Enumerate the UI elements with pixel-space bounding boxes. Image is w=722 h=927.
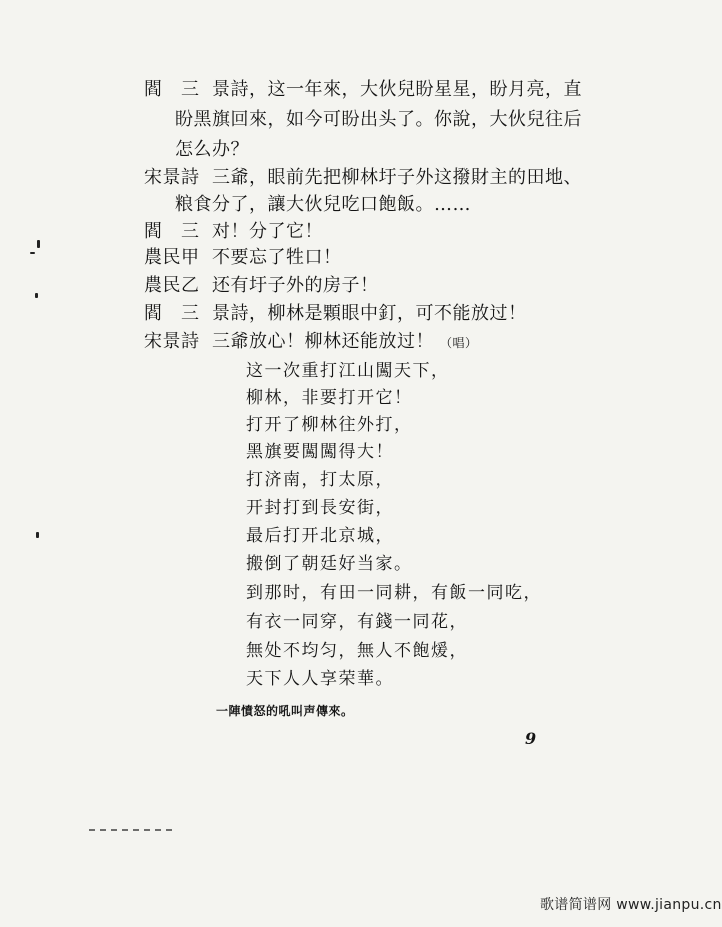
speech-text: 还有圩子外的房子！	[212, 275, 379, 296]
speech-text: 景詩，这一年來，大伙兒盼星星，盼月亮，直	[212, 79, 582, 100]
margin-mark	[35, 293, 38, 298]
song-line: 最后打开北京城，	[246, 526, 394, 546]
speaker-name: 農民乙	[144, 275, 200, 296]
song-line: 無处不均匀，無人不飽煖，	[246, 641, 468, 661]
footer-smudge	[89, 829, 173, 831]
speech-text: 盼黑旗回來，如今可盼出头了。你說，大伙兒往后	[175, 109, 582, 130]
speech-text	[212, 333, 478, 351]
song-line: 开封打到長安街，	[246, 498, 394, 518]
song-line: 打济南，打太原，	[246, 470, 394, 490]
speaker-name: 宋景詩	[144, 331, 200, 352]
speech-text: 怎么办？	[175, 139, 249, 160]
margin-mark	[30, 252, 35, 254]
song-line: 黑旗要闖闖得大！	[246, 442, 394, 462]
speech-text: 景詩，柳林是顆眼中釘，可不能放过！	[212, 303, 527, 324]
speaker-name: 閻 三	[144, 221, 200, 242]
speech-text: 对！分了它！	[212, 221, 323, 242]
song-line: 有衣一同穿，有錢一同花，	[246, 612, 468, 632]
stage-note: （唱）	[440, 336, 478, 350]
song-line: 搬倒了朝廷好当家。	[246, 554, 413, 574]
speaker-name: 宋景詩	[144, 167, 200, 188]
speech-text-content: 三爺放心！柳林还能放过！	[212, 331, 434, 352]
song-line: 天下人人享荣華。	[246, 669, 394, 689]
speaker-name: 農民甲	[144, 247, 200, 268]
song-line: 到那时，有田一同耕，有飯一同吃，	[246, 583, 542, 603]
margin-mark	[37, 240, 40, 248]
margin-mark	[36, 532, 39, 538]
song-line: 这一次重打江山闖天下，	[246, 361, 450, 381]
speech-text: 不要忘了牲口！	[212, 247, 342, 268]
page-number: 9	[525, 729, 537, 748]
song-line: 柳林，非要打开它！	[246, 388, 413, 408]
watermark: 歌谱简谱网 www.jianpu.cn	[540, 897, 722, 913]
speech-text: 粮食分了，讓大伙兒吃口飽飯。……	[175, 194, 471, 215]
speaker-name: 閻 三	[144, 303, 200, 324]
speaker-name: 閻 三	[144, 79, 200, 100]
song-line: 打开了柳林往外打，	[246, 415, 413, 435]
stage-direction: 一陣憤怒的吼叫声傳來。	[216, 704, 354, 718]
speech-text: 三爺，眼前先把柳林圩子外这撥財主的田地、	[212, 167, 582, 188]
